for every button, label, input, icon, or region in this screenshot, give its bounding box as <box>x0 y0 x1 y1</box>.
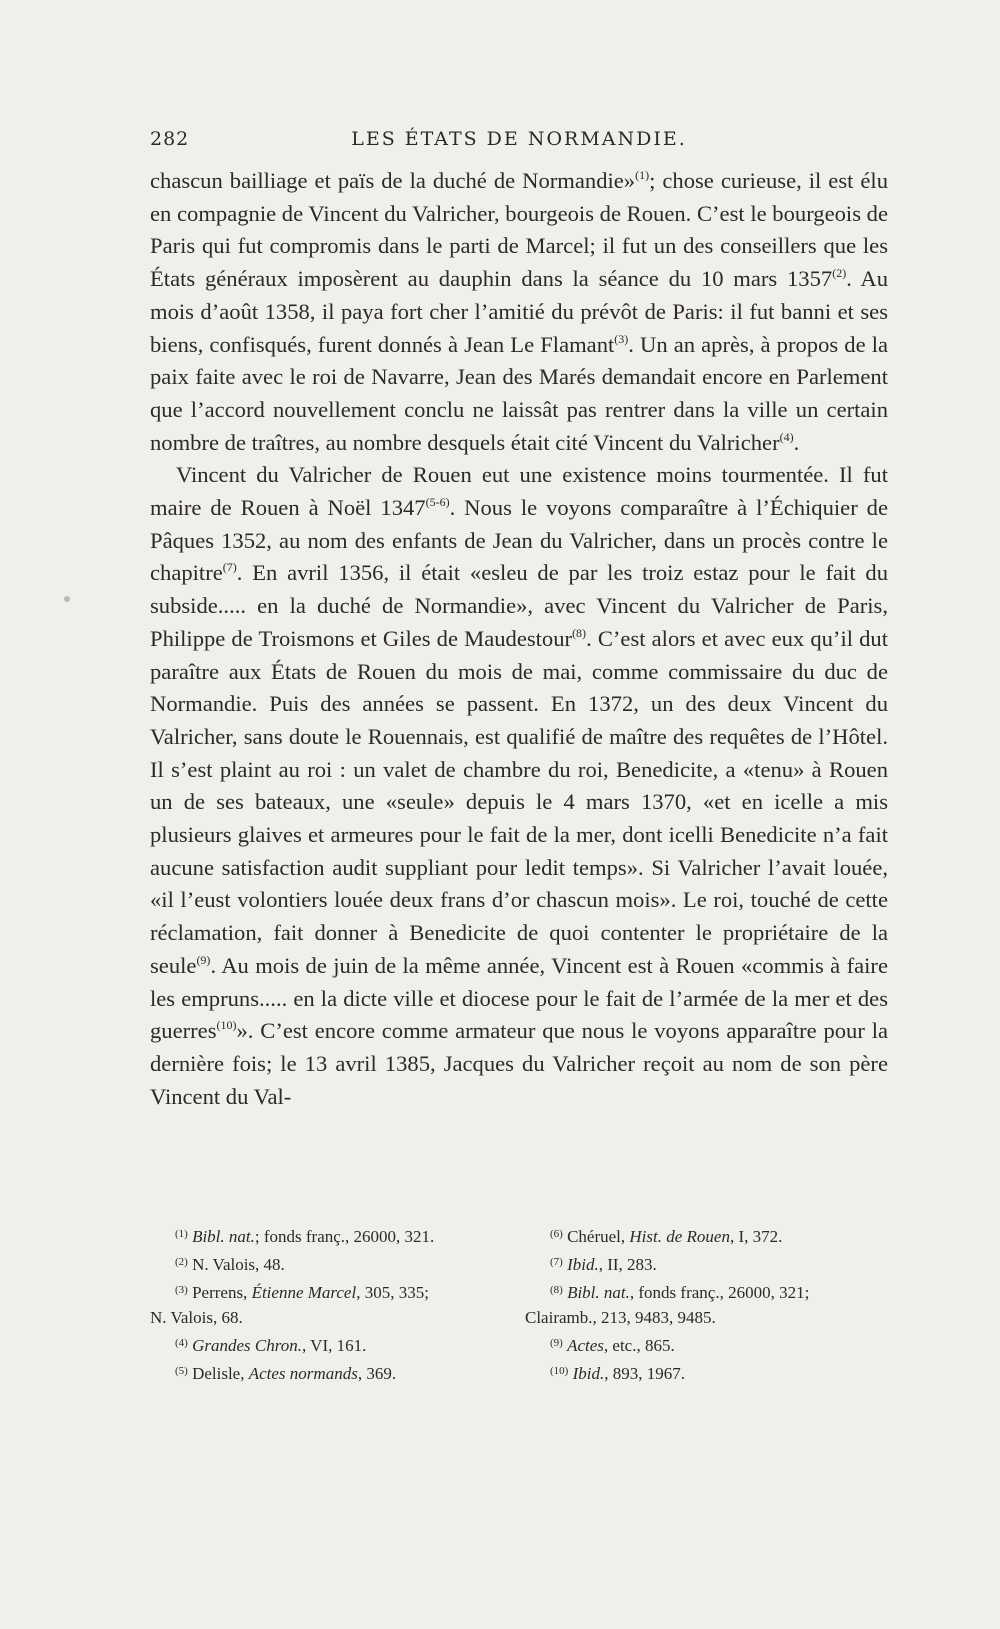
text-run: . Au mois d’août 1358, il paya fort cher l’amitié du prévôt de Paris: il fut banni et ses biens, confisqués, furent donnés à Jean Le Flamant <box>150 266 888 357</box>
main-text <box>150 165 888 1113</box>
footnote-ref: (1) <box>635 168 650 182</box>
text-run: chascun bailliage et païs de la duché de Normandie» <box>150 168 636 193</box>
footnote <box>525 1222 888 1250</box>
text-run: . Au mois de juin de la même année, Vincent est à Rouen «commis à faire les empruns..... en la dicte ville et diocese pour le fait de l’armée de la mer et des guerres <box>150 952 888 1044</box>
note-title: Étienne Marcel <box>251 1282 357 1302</box>
note-title: Hist. de Rouen <box>629 1227 730 1246</box>
footnote <box>150 1278 502 1306</box>
note-text: N. Valois, 68. <box>150 1308 243 1328</box>
note-title: Actes <box>567 1336 604 1356</box>
footnote-mark: (5) <box>175 1364 188 1377</box>
text-run: . Un an après, à propos de la paix faite avec le roi de Navarre, Jean des Marés demandait encore en Parlement que l’accord nouvellement conclu ne laissât pas rentrer dans la ville un certain nombre de traîtres, au nombre desquels était cité Vincent du Valricher <box>150 331 888 455</box>
footnote <box>525 1359 888 1387</box>
text-run: . Nous le voyons comparaître à l’Échiquier de Pâques 1352, au nom des enfants de Jean du Valricher, dans un procès contre le chapitre <box>150 495 888 586</box>
footnote-mark: (7) <box>550 1255 563 1268</box>
footnote <box>150 1331 502 1359</box>
footnote-mark: (3) <box>175 1283 188 1296</box>
paragraph-2 <box>150 459 888 1113</box>
text-run: . C’est alors et avec eux qu’il dut paraître aux États de Rouen du mois de mai, comme commissaire du duc de Normandie. Puis des années se passent. En 1372, un des deux Vincent du Valricher, sans doute le Rouennais, est qualifié de maître des requêtes de l’Hôtel. Il s’est plaint au roi : un valet de chambre du roi, Benedicite, a «tenu» à Rouen un de ses bateaux, une «seule» depuis le 4 mars 1370, «et en icelle a mis plusieurs glaives et armeures pour le fait de la mer, dont icelli Benedicite n’a fait aucune satisfaction audit suppliant pour ledit temps». Si Valricher l’avait louée, «il l’eust volontiers louée deux frans d’or chascun mois». Le roi, touché de cette réclamation, fait donner à Benedicite de quoi contenter le propriétaire de la seule <box>150 625 889 978</box>
note-title: Ibid. <box>572 1363 605 1383</box>
note-text: , I, 372. <box>729 1227 783 1246</box>
footnote-mark: (10) <box>550 1364 569 1377</box>
footnote-mark: (8) <box>550 1283 563 1296</box>
note-text: Chéruel, <box>567 1227 630 1246</box>
footnote-mark: (6) <box>550 1228 563 1240</box>
text-run: . <box>793 429 800 455</box>
note-text: , 305, 335; <box>356 1282 429 1302</box>
text-run: ». C’est encore comme armateur que nous le voyons apparaître pour la dernière fois; le 13 avril 1385, Jacques du Valricher reçoit au nom de son père Vincent du Val- <box>150 1018 888 1109</box>
note-title: Bibl. nat. <box>567 1282 630 1302</box>
note-text: ; fonds franç., 26000, 321. <box>254 1227 435 1246</box>
note-text: , 369. <box>357 1363 397 1383</box>
note-title: Actes normands <box>248 1363 358 1383</box>
footnote-ref: (10) <box>216 1018 237 1033</box>
footnote-ref: (5-6) <box>425 495 450 510</box>
note-text: , etc., 865. <box>603 1336 675 1356</box>
footnote-mark: (9) <box>550 1337 563 1350</box>
note-title: Bibl. nat. <box>192 1227 255 1246</box>
footnote-continuation <box>150 1305 502 1331</box>
note-text: N. Valois, 48. <box>192 1254 285 1274</box>
note-text: , II, 283. <box>598 1254 657 1274</box>
note-text: Perrens, <box>192 1282 252 1302</box>
footnote-ref: (7) <box>222 560 237 575</box>
footnote-continuation <box>525 1305 888 1331</box>
page-header <box>150 128 888 158</box>
paragraph-1 <box>150 165 888 459</box>
text-run: Vincent du Valricher de Rouen eut une existence moins tourmentée. Il fut maire de Rouen à Noël 1347 <box>150 462 888 521</box>
footnote-mark: (1) <box>175 1228 188 1240</box>
note-text: Clairamb., 213, 9483, 9485. <box>525 1308 716 1328</box>
footnote-ref: (4) <box>779 429 794 444</box>
footnote-mark: (4) <box>175 1337 188 1350</box>
note-text: Delisle, <box>192 1363 249 1383</box>
note-title: Grandes Chron. <box>192 1336 302 1356</box>
text-run: . En avril 1356, il était «esleu de par les troiz estaz pour le fait du subside..... en la duché de Normandie», avec Vincent du Valricher de Paris, Philippe de Troismons et Giles de Maudestour <box>150 560 888 651</box>
text-run: ; chose curieuse, il est élu en compagnie de Vincent du Valricher, bourgeois de Rouen. C’est le bourgeois de Paris qui fut compromis dans le parti de Marcel; il fut un des conseillers que les États généraux imposèrent au dauphin dans la séance du 10 mars 1357 <box>150 168 889 292</box>
running-title: LES ÉTATS DE NORMANDIE. <box>351 128 687 150</box>
footnote-ref: (3) <box>614 331 629 346</box>
ink-spot-mark <box>64 596 70 602</box>
footnote-ref: (8) <box>572 625 587 640</box>
footnote <box>525 1278 888 1306</box>
note-title: Ibid. <box>567 1254 599 1274</box>
footnote <box>525 1250 888 1278</box>
footnote <box>150 1222 502 1250</box>
note-text: , 893, 1967. <box>604 1363 685 1383</box>
footnotes <box>150 1222 888 1387</box>
footnotes-left-column <box>150 1222 502 1387</box>
footnotes-right-column <box>525 1222 888 1387</box>
footnote-ref: (2) <box>832 266 847 281</box>
note-text: , VI, 161. <box>301 1336 367 1356</box>
footnote-mark: (2) <box>175 1255 188 1268</box>
footnote-ref: (9) <box>196 952 211 967</box>
footnote <box>525 1331 888 1359</box>
footnote <box>150 1250 502 1278</box>
note-text: , fonds franç., 26000, 321; <box>629 1282 810 1302</box>
footnote <box>150 1359 502 1387</box>
page-number: 282 <box>150 128 190 150</box>
